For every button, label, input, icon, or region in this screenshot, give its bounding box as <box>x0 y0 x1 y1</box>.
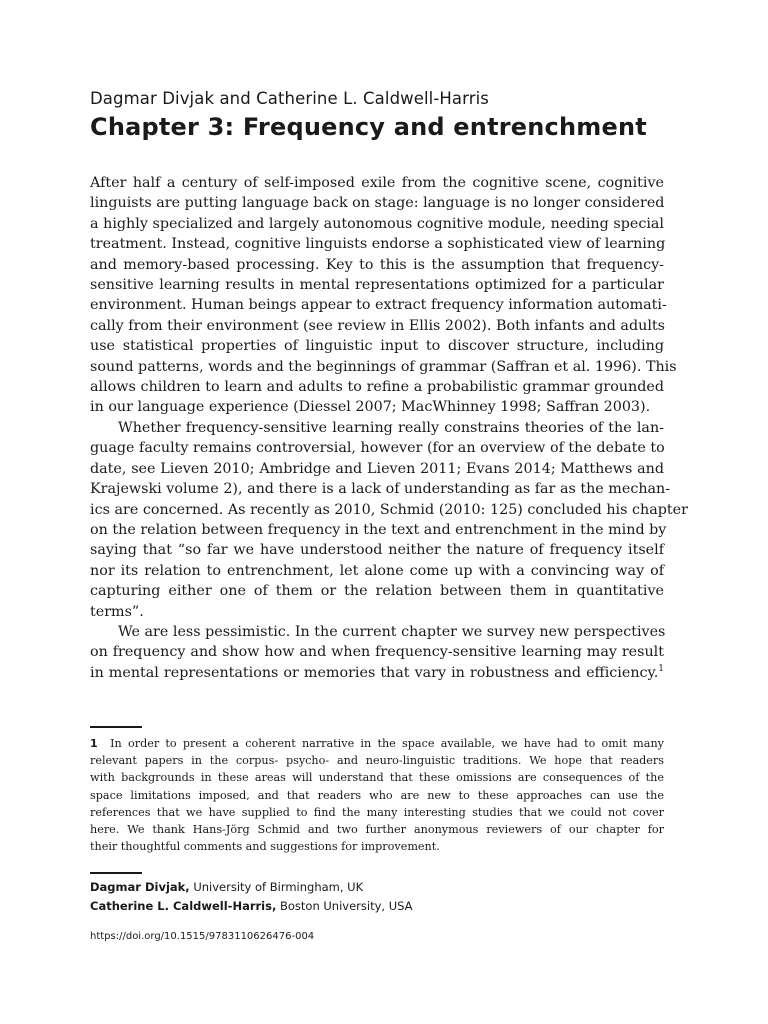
chapter-body <box>90 173 688 683</box>
text-line: saying that “so far we have understood neither the nature of frequency itself <box>90 542 664 559</box>
footnote-line: relevant papers in the corpus- psycho- and neuro-linguistic traditions. We hope that readers <box>90 754 664 768</box>
text-line: nor its relation to entrenchment, let alone come up with a convincing way of <box>90 562 664 579</box>
text-line: Whether frequency-sensitive learning really constrains theories of the lan- <box>118 419 664 436</box>
text-line: We are less pessimistic. In the current chapter we survey new perspectives <box>118 623 666 640</box>
author-affiliations <box>90 878 413 916</box>
text-line: on frequency and show how and when frequency-sensitive learning may result <box>90 644 664 661</box>
text-line: ics are concerned. As recently as 2010, Schmid (2010: 125) concluded his chapter <box>90 501 688 518</box>
affiliation-institution: Boston University, USA <box>276 899 413 913</box>
text-line: environment. Human beings appear to extract frequency information automati- <box>90 297 667 314</box>
footnote-line: space limitations imposed, and that readers who are new to these approaches can use the <box>90 788 664 802</box>
text-line: cally from their environment (see review in Ellis 2002). Both infants and adults <box>90 317 665 334</box>
paragraph-2 <box>90 418 688 622</box>
text-line: After half a century of self-imposed exile from the cognitive scene, cognitive <box>90 175 664 191</box>
text-line: treatment. Instead, cognitive linguists endorse a sophisticated view of learning <box>90 236 666 253</box>
footnote-divider <box>90 726 142 728</box>
footnote-line: their thoughtful comments and suggestions for improvement. <box>90 840 440 854</box>
text-line: terms”. <box>90 603 144 620</box>
text-line-content: in mental representations or memories that vary in robustness and efficiency. <box>90 664 659 681</box>
chapter-title: Chapter 3: Frequency and entrenchment <box>90 113 647 141</box>
text-line: in our language experience (Diessel 2007; MacWhinney 1998; Saffran 2003). <box>90 399 651 416</box>
chapter-authors: Dagmar Divjak and Catherine L. Caldwell-Harris <box>90 89 489 108</box>
footnote-line <box>90 735 664 752</box>
footnote-1 <box>90 735 664 855</box>
text-line: Krajewski volume 2), and there is a lack of understanding as far as the mechan- <box>90 481 671 498</box>
affiliation-divider <box>90 872 142 874</box>
text-line: a highly specialized and largely autonomous cognitive module, needing special <box>90 215 664 232</box>
footnote-line-text: In order to present a coherent narrative in the space available, we have had to omit many <box>110 737 664 750</box>
paragraph-3 <box>90 622 664 683</box>
text-line: sensitive learning results in mental representations optimized for a particular <box>90 277 664 294</box>
affiliation-item <box>90 878 413 897</box>
affiliation-institution: University of Birmingham, UK <box>189 880 364 894</box>
text-line <box>90 663 664 683</box>
text-line: use statistical properties of linguistic input to discover structure, including <box>90 338 664 355</box>
text-line: and memory-based processing. Key to this is the assumption that frequency- <box>90 256 664 273</box>
footnote-line: with backgrounds in these areas will understand that these omissions are consequences of the <box>90 771 664 785</box>
text-line: capturing either one of them or the relation between them in quantitative <box>90 583 664 600</box>
footnote-marker[interactable]: 1 <box>658 663 664 674</box>
footnote-line: here. We thank Hans-Jörg Schmid and two further anonymous reviewers of our chapter for <box>90 823 664 837</box>
affiliation-item <box>90 897 413 916</box>
text-line: sound patterns, words and the beginnings of grammar (Saffran et al. 1996). This <box>90 358 677 375</box>
text-line: allows children to learn and adults to refine a probabilistic grammar grounded <box>90 379 664 396</box>
footnote-number: 1 <box>90 737 98 750</box>
doi-link[interactable]: https://doi.org/10.1515/9783110626476-004 <box>90 931 315 942</box>
footnote-line: references that we have supplied to find the many interesting studies that we could not cover <box>90 805 664 819</box>
text-line: on the relation between frequency in the text and entrenchment in the mind by <box>90 521 667 538</box>
text-line: linguists are putting language back on stage: language is no longer considered <box>90 195 665 212</box>
text-line: guage faculty remains controversial, however (for an overview of the debate to <box>90 440 665 457</box>
text-line: date, see Lieven 2010; Ambridge and Lieven 2011; Evans 2014; Matthews and <box>90 460 664 477</box>
paragraph-1 <box>90 173 677 418</box>
affiliation-name: Dagmar Divjak, <box>90 880 190 894</box>
affiliation-name: Catherine L. Caldwell-Harris, <box>90 899 277 913</box>
